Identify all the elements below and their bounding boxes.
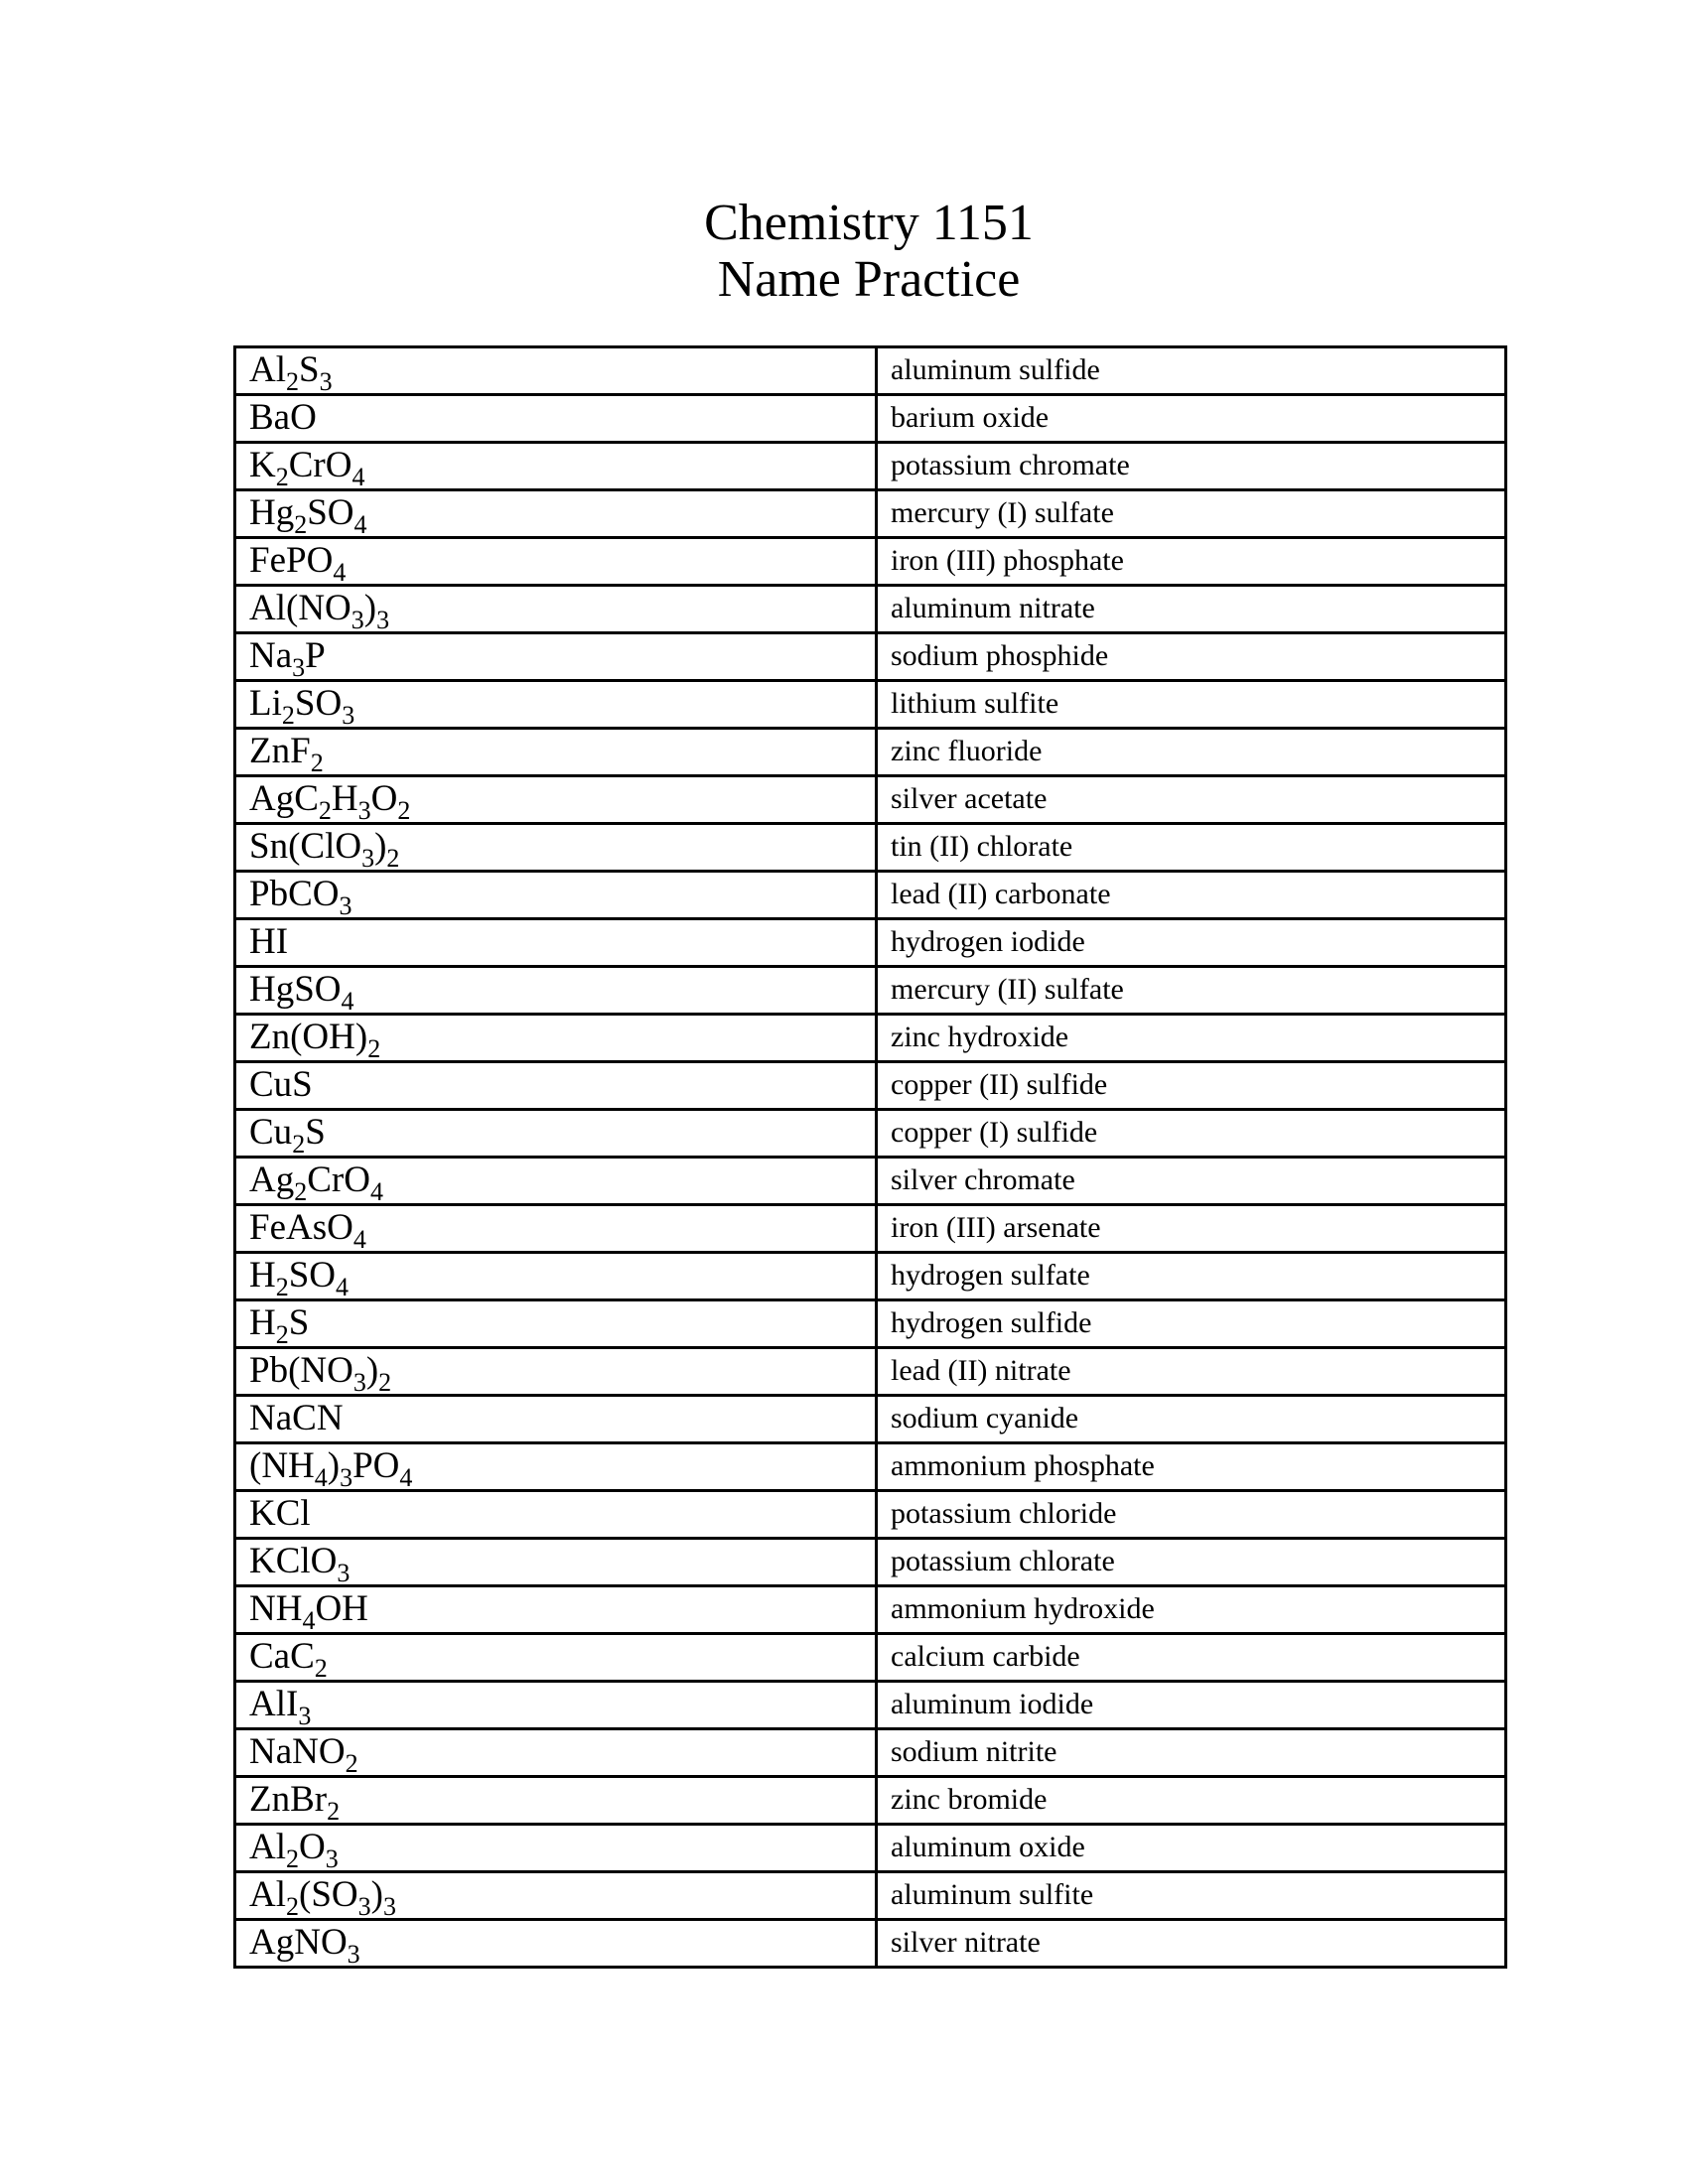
table-row — [235, 1777, 1506, 1825]
table-row — [235, 395, 1506, 443]
formula-cell: $NH_4OH$ — [235, 1586, 877, 1634]
table-row — [235, 1539, 1506, 1586]
formula-cell: $Al_2S_3$ — [235, 347, 877, 395]
name-cell: silver acetate — [877, 776, 1506, 824]
formula-cell: FeAsO$_4$ — [235, 1205, 877, 1253]
formula-cell: $Al_2(SO_3)_3$ — [235, 1872, 877, 1920]
formula-cell: $Al(NO_3)_3$ — [235, 586, 877, 633]
formula-cell: $H_2SO_4$ — [235, 1253, 877, 1300]
name-cell: copper (I) sulfide — [877, 1110, 1506, 1158]
table-row — [235, 729, 1506, 776]
table-row — [235, 776, 1506, 824]
table-row — [235, 1015, 1506, 1062]
table-row — [235, 1205, 1506, 1253]
formula-cell: FePO$_4$ — [235, 538, 877, 586]
formula-cell: $H_2S$ — [235, 1300, 877, 1348]
name-cell: lead (II) nitrate — [877, 1348, 1506, 1396]
table-row — [235, 633, 1506, 681]
formula-cell: $Zn(OH)_2$ — [235, 1015, 877, 1062]
name-cell: aluminum nitrate — [877, 586, 1506, 633]
name-cell: lithium sulfite — [877, 681, 1506, 729]
formula-cell: $Li_2SO_3$ — [235, 681, 877, 729]
name-cell: potassium chlorate — [877, 1539, 1506, 1586]
name-cell: ammonium hydroxide — [877, 1586, 1506, 1634]
formula-cell: AgNO$_3$ — [235, 1920, 877, 1968]
name-cell: copper (II) sulfide — [877, 1062, 1506, 1110]
name-cell: ammonium phosphate — [877, 1443, 1506, 1491]
name-cell: hydrogen iodide — [877, 919, 1506, 967]
name-cell: sodium cyanide — [877, 1396, 1506, 1443]
formula-cell: HI — [235, 919, 877, 967]
name-cell: calcium carbide — [877, 1634, 1506, 1682]
formula-cell: $Sn(ClO_3)_2$ — [235, 824, 877, 872]
course-title: Chemistry 1151 — [704, 195, 1034, 251]
name-cell: iron (III) arsenate — [877, 1205, 1506, 1253]
formula-cell: ZnF$_2$ — [235, 729, 877, 776]
formula-cell: ZnBr$_2$ — [235, 1777, 877, 1825]
worksheet-title — [233, 195, 1504, 308]
formula-cell: $Cu_2S$ — [235, 1110, 877, 1158]
name-cell: hydrogen sulfate — [877, 1253, 1506, 1300]
name-cell: silver nitrate — [877, 1920, 1506, 1968]
name-cell: barium oxide — [877, 395, 1506, 443]
formula-cell: $Al_2O_3$ — [235, 1825, 877, 1872]
table-row — [235, 538, 1506, 586]
table-row — [235, 1491, 1506, 1539]
name-cell: zinc fluoride — [877, 729, 1506, 776]
name-cell: zinc hydroxide — [877, 1015, 1506, 1062]
formula-cell: $Hg_2SO_4$ — [235, 490, 877, 538]
name-cell: aluminum sulfide — [877, 347, 1506, 395]
table-row — [235, 681, 1506, 729]
formula-cell: $(NH_4)_3PO_4$ — [235, 1443, 877, 1491]
table-row — [235, 1348, 1506, 1396]
name-cell: potassium chromate — [877, 443, 1506, 490]
name-cell: aluminum sulfite — [877, 1872, 1506, 1920]
table-row — [235, 872, 1506, 919]
formula-cell: AlI$_3$ — [235, 1682, 877, 1729]
formula-cell: CaC$_2$ — [235, 1634, 877, 1682]
worksheet-subtitle: Name Practice — [717, 251, 1021, 308]
name-cell: mercury (II) sulfate — [877, 967, 1506, 1015]
table-row — [235, 1586, 1506, 1634]
name-cell: lead (II) carbonate — [877, 872, 1506, 919]
name-cell: potassium chloride — [877, 1491, 1506, 1539]
formula-cell: $Pb(NO_3)_2$ — [235, 1348, 877, 1396]
name-cell: tin (II) chlorate — [877, 824, 1506, 872]
formula-cell: KCl — [235, 1491, 877, 1539]
table-row — [235, 1158, 1506, 1205]
formula-cell: $Na_3P$ — [235, 633, 877, 681]
table-row — [235, 1634, 1506, 1682]
formula-cell: $AgC_2H_3O_2$ — [235, 776, 877, 824]
table-row — [235, 347, 1506, 395]
formula-name-table — [233, 345, 1507, 1969]
name-cell: sodium nitrite — [877, 1729, 1506, 1777]
table-row — [235, 824, 1506, 872]
formula-cell: CuS — [235, 1062, 877, 1110]
table-row — [235, 1920, 1506, 1968]
formula-cell: NaCN — [235, 1396, 877, 1443]
name-cell: iron (III) phosphate — [877, 538, 1506, 586]
table-row — [235, 1682, 1506, 1729]
table-row — [235, 1062, 1506, 1110]
table-row — [235, 490, 1506, 538]
table-row — [235, 1825, 1506, 1872]
table-row — [235, 1872, 1506, 1920]
table-row — [235, 443, 1506, 490]
formula-cell: PbCO$_3$ — [235, 872, 877, 919]
table-row — [235, 1300, 1506, 1348]
formula-cell: HgSO$_4$ — [235, 967, 877, 1015]
table-row — [235, 586, 1506, 633]
formula-cell: $Ag_2CrO_4$ — [235, 1158, 877, 1205]
name-cell: aluminum iodide — [877, 1682, 1506, 1729]
formula-cell: $K_2CrO_4$ — [235, 443, 877, 490]
table-row — [235, 1110, 1506, 1158]
formula-cell: NaNO$_2$ — [235, 1729, 877, 1777]
table-row — [235, 1729, 1506, 1777]
name-cell: aluminum oxide — [877, 1825, 1506, 1872]
table-body — [235, 347, 1506, 1968]
table-row — [235, 1443, 1506, 1491]
name-cell: silver chromate — [877, 1158, 1506, 1205]
name-cell: sodium phosphide — [877, 633, 1506, 681]
table-row — [235, 919, 1506, 967]
formula-cell: BaO — [235, 395, 877, 443]
table-row — [235, 967, 1506, 1015]
table-row — [235, 1253, 1506, 1300]
table-row — [235, 1396, 1506, 1443]
name-cell: mercury (I) sulfate — [877, 490, 1506, 538]
name-cell: zinc bromide — [877, 1777, 1506, 1825]
formula-cell: KClO$_3$ — [235, 1539, 877, 1586]
name-cell: hydrogen sulfide — [877, 1300, 1506, 1348]
